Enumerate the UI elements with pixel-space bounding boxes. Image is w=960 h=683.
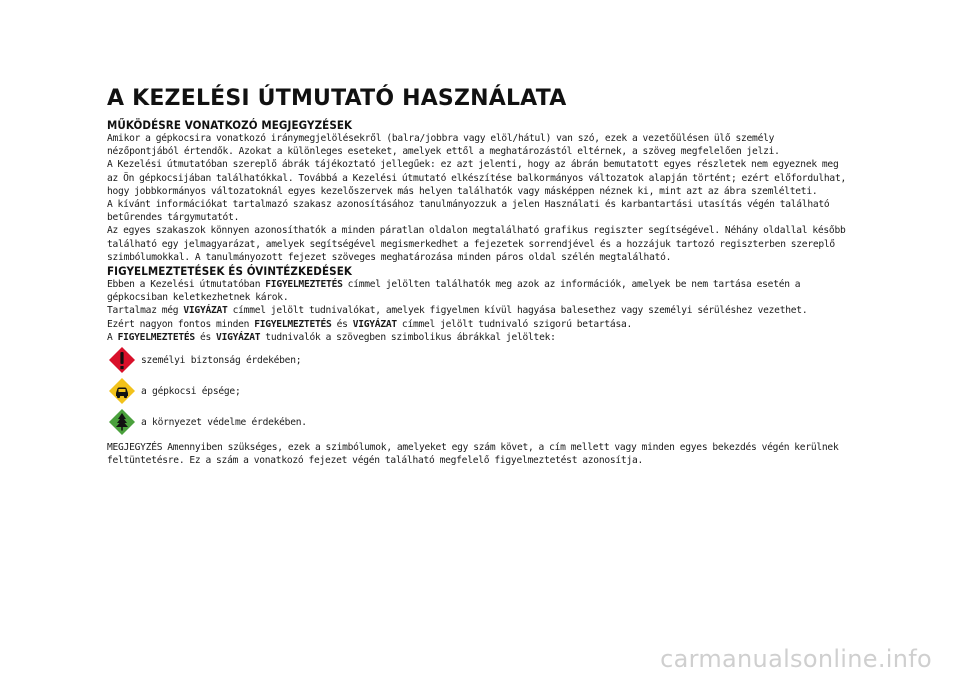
keyword-caution: VIGYÁZAT xyxy=(352,318,397,330)
paragraph: Az egyes szakaszok könnyen azonosíthatók a minden páratlan oldalon megtalálható grafikus regiszter segítségével. Néhány oldallal később található egy jelmagyarázat, amelyek segítségével megismerkedhet a fejezetek sorrendjével és a hozzájuk tartozó regiszterben szereplő szimbólumokkal. A tanulmányozott fejezet szöveges meghatározása minden páros oldal szélén megtalálható. xyxy=(107,225,846,263)
paragraph: A Kezelési útmutatóban szereplő ábrák tájékoztató jellegűek: ez azt jelenti, hogy az ábrán bemutatott egyes részletek nem egyeznek meg az Ön gépkocsijában találhatókkal. Továbbá a Kezelési útmutató elkészítése balkormányos változatok alapján történt; ezért előfordulhat, hogy jobbkormányos változatoknál egyes kezelőszervek más helyen találhatók vagy másképpen néznek ki, mint azt az ábra szemlélteti. xyxy=(107,159,846,197)
paragraph: Amikor a gépkocsira vonatkozó iránymegjelölésekről (balra/jobbra vagy elöl/hátul) van szó, ezek a vezetőülésen ülő személy nézőpontjából értendők. Azokat a különleges eseteket, amelyek ettől a meghatározástól eltérnek, a szöveg megfelelően jelzi. xyxy=(107,133,780,158)
watermark: carmanualsonline.info xyxy=(660,645,932,673)
keyword-warning: FIGYELMEZTETÉS xyxy=(265,279,343,291)
text-run: Ebben a Kezelési útmutatóban xyxy=(107,279,266,291)
text-run: tudnivalók a szövegben szimbolikus ábrákkal jelöltek: xyxy=(260,331,556,343)
note-paragraph: MEGJEGYZÉS Amennyiben szükséges, ezek a szimbólumok, amelyeket egy szám követ, a cím mellett vagy minden egyes bekezdés végén kerülnek feltüntetésre. Ez a szám a vonatkozó fejezet végén található megfelelő figyelmeztetést azonosítja. xyxy=(107,442,839,467)
vehicle-safety-icon xyxy=(107,376,137,406)
keyword-warning: FIGYELMEZTETÉS xyxy=(117,331,195,343)
paragraph: A kívánt információkat tartalmazó szakasz azonosításához tanulmányozzuk a jelen Használati és karbantartási utasítás végén található betűrendes tárgymutatót. xyxy=(107,199,830,224)
text-run: címmel jelölt tudnivaló szigorú betartása. xyxy=(396,318,633,330)
text-run: és xyxy=(331,318,353,330)
keyword-warning: FIGYELMEZTETÉS xyxy=(254,318,332,330)
section-heading-operation-notes: MŰKÖDÉSRE VONATKOZÓ MEGJEGYZÉSEK xyxy=(107,118,353,132)
symbol-row-vehicle xyxy=(107,376,847,406)
keyword-caution: VIGYÁZAT xyxy=(216,331,261,343)
section-heading-warnings: FIGYELMEZTETÉSEK ÉS ÓVINTÉZKEDÉSEK xyxy=(107,264,353,279)
paragraph xyxy=(107,304,847,317)
keyword-caution: VIGYÁZAT xyxy=(183,305,228,317)
environment-protection-icon xyxy=(107,407,137,437)
symbol-caption: személyi biztonság érdekében; xyxy=(141,354,302,366)
manual-page xyxy=(107,86,847,467)
symbol-row-personal-safety xyxy=(107,345,847,375)
paragraph xyxy=(107,278,847,304)
symbol-row-environment xyxy=(107,407,847,437)
text-run: A xyxy=(107,331,118,343)
text-run: címmel jelölten találhatók meg azok az információk, amelyek be nem tartása esetén a gépkocsiban keletkezhetnek károk. xyxy=(107,279,801,304)
symbol-caption: a környezet védelme érdekében. xyxy=(141,416,307,428)
text-run: Ezért nagyon fontos minden xyxy=(107,318,255,330)
personal-safety-warning-icon xyxy=(107,345,137,375)
paragraph xyxy=(107,318,847,331)
text-run: és xyxy=(194,331,217,343)
symbol-caption: a gépkocsi épsége; xyxy=(141,385,241,397)
paragraph xyxy=(107,331,847,344)
text-run: Tartalmaz még xyxy=(107,305,184,317)
text-run: címmel jelölt tudnivalókat, amelyek figyelmen kívül hagyása balesethez vagy személyi sérüléshez vezethet. xyxy=(227,305,808,317)
page-title: A KEZELÉSI ÚTMUTATÓ HASZNÁLATA xyxy=(107,86,567,111)
